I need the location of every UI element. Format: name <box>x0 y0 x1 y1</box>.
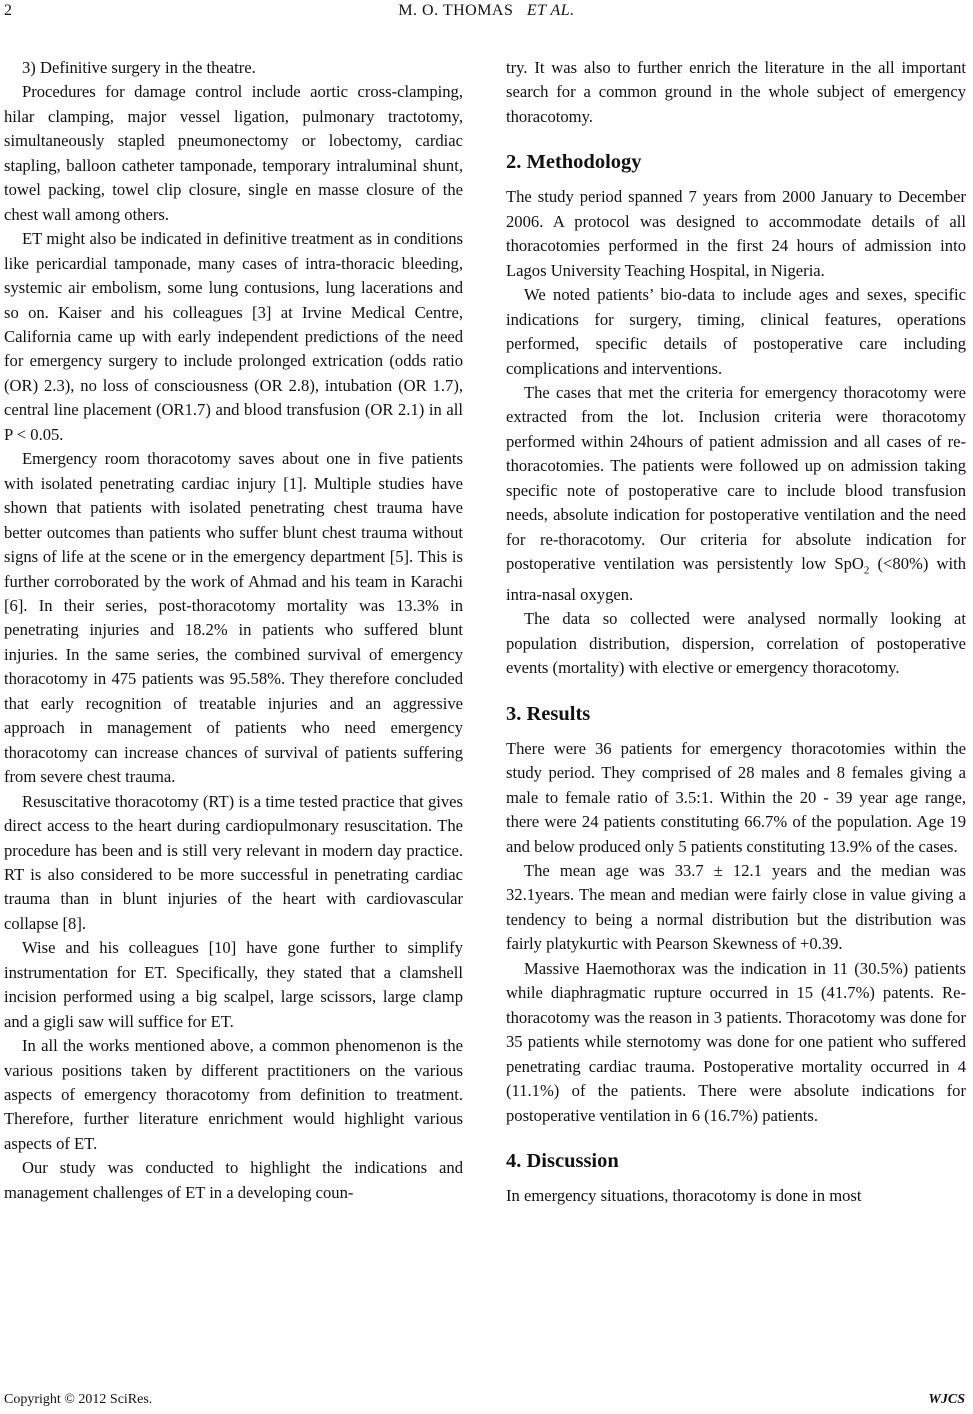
running-header-etal: ET AL. <box>526 2 575 19</box>
results-paragraph-2: The mean age was 33.7 ± 12.1 years and the median was 32.1years. The mean and median were fairly close in value giving a tendency to being a normal distribution but the distribution was fairly platykurtic with Pearson Skewness of +0.39. <box>506 861 966 954</box>
results-paragraph-1: There were 36 patients for emergency thoracotomies within the study period. They comprised of 28 males and 8 females giving a male to female ratio of 3.5:1. Within the 20 - 39 year age range, there were 24 patients constituting 66.7% of the population. Age 19 and below produced only 5 patients constituting 13.9% of the cases. <box>506 738 966 856</box>
methodology-paragraph-3 <box>506 381 966 607</box>
left-paragraph-5: Resuscitative thoracotomy (RT) is a time tested practice that gives direct access to the heart during cardiopulmonary resuscitation. The procedure has been and is still very relevant in modern day practice. RT is also considered to be more successful in penetrating cardiac trauma than in blunt injuries of the heart with cardiovascular collapse [8]. <box>4 791 463 933</box>
left-paragraph-2: Procedures for damage control include aortic cross-clamping, hilar clamping, major vessel ligation, pulmonary tractotomy, simultaneously stapled pneumonectomy or lobectomy, cardiac stapling, balloon catheter tamponade, temporary intraluminal shunt, towel packing, towel clip closure, single en masse closure of the chest wall among others. <box>4 82 463 224</box>
running-header <box>0 2 973 20</box>
discussion-paragraph-1: In emergency situations, thoracotomy is done in most <box>506 1185 862 1205</box>
left-paragraph-4: Emergency room thoracotomy saves about one in five patients with isolated penetrating cardiac injury [1]. Multiple studies have shown that patients with isolated penetrating chest trauma have better outcomes than patients who suffer blunt chest trauma without signs of life at the scene or in the emergency department [5]. This is further corroborated by the work of Ahmad and his team in Karachi [6]. In their series, post-thoracotomy mortality was 13.3% in penetrating injuries and 18.2% in patients who suffered blunt injuries. In the same series, the combined survival of emergency thoracotomy in 475 patients was 95.58%. They therefore concluded that early recognition of treatable injuries and an aggressive approach in management of patients who need emergency thoracotomy can increase chances of survival of patients suffering from severe chest trauma. <box>4 449 463 787</box>
methodology-paragraph-2: We noted patients’ bio-data to include ages and sexes, specific indications for surgery, timing, clinical features, operations performed, specific details of postoperative care including complications and interventions. <box>506 285 966 378</box>
left-paragraph-1: 3) Definitive surgery in the theatre. <box>22 58 256 77</box>
section-heading-results: 3. Results <box>506 702 591 725</box>
section-heading-methodology: 2. Methodology <box>506 151 642 174</box>
methodology-paragraph-1: The study period spanned 7 years from 2000 January to December 2006. A protocol was designed to accommodate details of all thoracotomies performed in the first 24 hours of admission into Lagos University Teaching Hospital, in Nigeria. <box>506 187 966 280</box>
left-paragraph-3: ET might also be indicated in definitive treatment as in conditions like pericardial tamponade, many cases of intra-thoracic bleeding, systemic air embolism, some lung contusions, lung lacerations and so on. Kaiser and his colleagues [3] at Irvine Medical Centre, California came up with early independent predictions of the need for emergency surgery to include prolonged extrication (odds ratio (OR) 2.3), no loss of consciousness (OR 2.8), intubation (OR 1.7), central line placement (OR1.7) and blood transfusion (OR 2.1) in all P < 0.05. <box>4 229 463 444</box>
left-column <box>4 56 463 1205</box>
page-number: 2 <box>4 2 12 19</box>
right-column <box>506 56 966 1208</box>
results-paragraph-3: Massive Haemothorax was the indication in 11 (30.5%) patients while diaphragmatic rupture occurred in 15 (41.7%) patents. Re-thoracotomy was the reason in 3 patients. Thoracotomy was done for 35 patients while sternotomy was done for one patient who suffered penetrating cardiac trauma. Postoperative mortality occurred in 4 (11.1%) of the patients. There were absolute indications for postoperative ventilation in 6 (16.7%) patients. <box>506 958 966 1125</box>
section-heading-discussion: 4. Discussion <box>506 1149 619 1172</box>
methodology-paragraph-3-end: (<80%) with intra-nasal oxygen. <box>506 554 966 604</box>
running-header-authors: M. O. THOMAS <box>398 2 514 19</box>
spo2-subscript: 2 <box>863 564 870 577</box>
methodology-paragraph-3-text: The cases that met the criteria for emergency thoracotomy were extracted from the lot. Inclusion criteria were thoracotomy performed within 24hours of patient admission and all cases of re-thoracotomies. The patients were followed up on admission taking specific note of postoperative care to include blood transfusion needs, absolute indication for postoperative ventilation and the need for re-thoracotomy. Our criteria for absolute indication for postoperative ventilation was persistently low SpO <box>506 382 966 574</box>
right-paragraph-1: try. It was also to further enrich the literature in the all important search for a common ground in the whole subject of emergency thoracotomy. <box>506 58 966 126</box>
methodology-paragraph-4: The data so collected were analysed normally looking at population distribution, dispersion, correlation of postoperative events (mortality) with elective or emergency thoracotomy. <box>506 609 966 678</box>
left-paragraph-6: Wise and his colleagues [10] have gone further to simplify instrumentation for ET. Specifically, they stated that a clamshell incision performed using a big scalpel, large scissors, large clamp and a gigli saw will suffice for ET. <box>4 938 463 1031</box>
footer-journal: WJCS <box>928 1392 965 1407</box>
left-paragraph-7: In all the works mentioned above, a common phenomenon is the various positions taken by different practitioners on the various aspects of emergency thoracotomy from definition to treatment. Therefore, further literature enrichment would highlight various aspects of ET. <box>4 1036 463 1153</box>
footer-copyright: Copyright © 2012 SciRes. <box>4 1392 153 1407</box>
left-paragraph-8: Our study was conducted to highlight the indications and management challenges of ET in a developing coun- <box>4 1158 463 1202</box>
